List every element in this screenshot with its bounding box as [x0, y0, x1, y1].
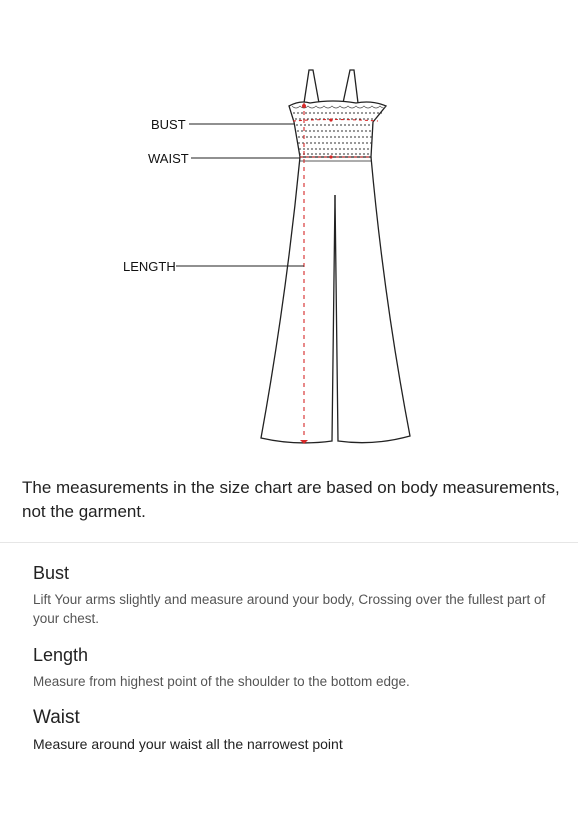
length-section	[33, 645, 553, 691]
waist-heading: Waist	[33, 707, 80, 728]
size-chart-note: The measurements in the size chart are based on body measurements, not the garment.	[22, 478, 560, 521]
length-description: Measure from highest point of the shoulder to the bottom edge.	[33, 674, 410, 689]
waist-description: Measure around your waist all the narrowest point	[33, 736, 343, 752]
label-bust: BUST	[151, 117, 186, 132]
leader-lines	[176, 124, 304, 266]
bust-section	[33, 563, 553, 628]
bust-description: Lift Your arms slightly and measure around your body, Crossing over the fullest part of your chest.	[33, 592, 546, 626]
garment-legs	[261, 157, 410, 443]
section-divider	[0, 542, 578, 543]
length-heading: Length	[33, 645, 89, 665]
bust-heading: Bust	[33, 563, 70, 583]
label-length: LENGTH	[123, 259, 176, 274]
garment-straps	[304, 70, 358, 103]
label-waist: WAIST	[148, 151, 189, 166]
waist-section	[33, 707, 553, 754]
